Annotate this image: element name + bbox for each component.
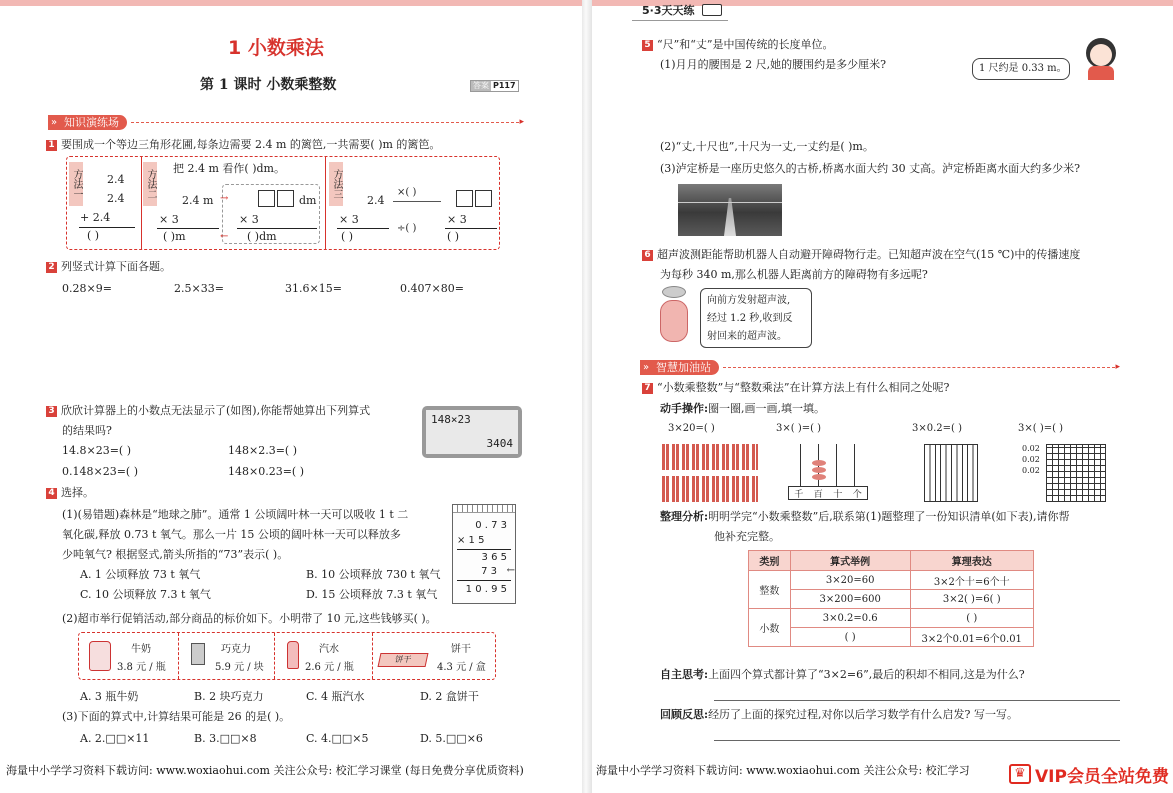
expr-blank[interactable]: 3×( )=( ): [1018, 423, 1064, 434]
top-decoration: [0, 0, 582, 6]
question-number: 6: [642, 250, 653, 261]
question-number: 2: [46, 262, 57, 273]
section-label: 知识演练场: [64, 115, 119, 129]
bubble-text: 经过 1.2 秒,收到反: [707, 313, 793, 324]
vertical-line: 1 0 . 9 5: [465, 584, 507, 595]
arrow-right-icon: ▸: [519, 117, 524, 127]
m2-digit-boxes[interactable]: [257, 190, 295, 207]
robot-speech-bubble: [700, 288, 812, 348]
bubble-text: 向前方发射超声波,: [707, 295, 791, 306]
question-number: 3: [46, 406, 57, 417]
product-name: 牛奶: [131, 644, 151, 655]
self-thinking-text: 上面四个算式都计算了“3×2=6”,最后的积却不相同,这是为什么?: [708, 668, 1025, 681]
abacus-label: 个: [852, 490, 862, 500]
q3-item[interactable]: 148×2.3=( ): [228, 444, 298, 457]
m2-answer-blank[interactable]: ( )dm: [247, 230, 277, 243]
q4-option[interactable]: B. 10 公顷释放 730 t 氧气: [306, 568, 441, 581]
expr-blank[interactable]: 3×0.2=( ): [912, 423, 963, 434]
table-cell: 3×200=600: [790, 590, 910, 609]
q4-option[interactable]: D. 15 公顷释放 7.3 t 氧气: [306, 588, 438, 601]
q2-item: 0.28×9=: [62, 282, 112, 295]
question-text: “小数乘整数”与“整数乘法”在计算方法上有什么相同之处呢?: [657, 381, 950, 394]
q5-part1: (1)月月的腰围是 2 尺,她的腰围约是多少厘米?: [660, 58, 886, 71]
analysis-label: 整理分析:: [660, 510, 709, 523]
product-chocolate: [179, 633, 275, 679]
question-text-cont: 为每秒 340 m,那么机器人距离前方的障碍物有多远呢?: [660, 268, 928, 281]
question-6: [642, 248, 1080, 262]
question-text: 要围成一个等边三角形花圃,每条边需要 2.4 m 的篱笆,一共需要( )m 的篱笆。: [61, 138, 441, 151]
vip-banner[interactable]: [1003, 755, 1173, 793]
question-number: 1: [46, 140, 57, 151]
calculator-top-display: 148×23: [431, 413, 471, 426]
arrow-left-icon: ←: [506, 565, 515, 576]
q5-part2: (2)“丈,十尺也”,十尺为一丈,一丈约是( )m。: [660, 140, 874, 153]
product-biscuit: [373, 633, 497, 679]
vertical-line: 0 . 7 3: [475, 520, 507, 531]
abacus-image: [788, 444, 870, 502]
q4-option[interactable]: B. 3.□□×8: [194, 732, 257, 745]
m2-line: 2.4 m: [182, 194, 214, 207]
double-arrow-icon: »: [51, 116, 58, 128]
answer-line[interactable]: [714, 740, 1120, 741]
table-cell: 3×2个十=6个十: [910, 571, 1034, 590]
q4-option[interactable]: A. 3 瓶牛奶: [80, 690, 139, 703]
answer-page-tag[interactable]: [470, 80, 519, 92]
biscuit-box-icon: 饼干: [378, 653, 429, 667]
table-cell-blank[interactable]: 3×2( )=6( ): [910, 590, 1034, 609]
review-label: 回顾反思:: [660, 708, 709, 721]
product-name: 汽水: [319, 644, 339, 655]
expr-blank[interactable]: 3×20=( ): [668, 423, 715, 434]
calculator-image: [422, 406, 522, 458]
table-cell-blank[interactable]: ( ): [910, 609, 1034, 628]
abacus-label: 十: [833, 490, 843, 500]
table-header: 类别: [749, 551, 791, 571]
analysis-text: 明明学完“小数乘整数”后,联系第(1)题整理了一份知识清单(如下表),请你帮: [708, 510, 1070, 523]
question-text: 欣欣计算器上的小数点无法显示了(如图),你能帮她算出下列算式: [61, 404, 371, 417]
table-header: 算式举例: [790, 551, 910, 571]
question-text: 列竖式计算下面各题。: [61, 260, 171, 273]
question-text: 选择。: [61, 486, 94, 499]
footer-watermark[interactable]: 海量中小学学习资料下载访问: www.woxiaohui.com 关注公众号: 校汇学习课堂 (每日免费分享优质资料): [6, 764, 524, 777]
q3-item[interactable]: 0.148×23=( ): [62, 465, 139, 478]
vertical-line: × 1 5: [457, 535, 485, 546]
m2-unit: dm: [299, 194, 317, 207]
table-category: 整数: [749, 571, 791, 609]
product-price: 2.6 元 / 瓶: [305, 662, 354, 673]
review-text: 经历了上面的探究过程,对你以后学习数学有什么启发? 写一写。: [708, 708, 1018, 721]
m1-answer-blank[interactable]: ( ): [87, 229, 100, 242]
question-2: [46, 260, 171, 274]
section-label: 智慧加油站: [656, 360, 711, 374]
m3-digit-boxes[interactable]: [455, 190, 493, 207]
notebook-spiral: [453, 505, 515, 513]
table-cell-blank[interactable]: ( ): [790, 628, 910, 647]
question-1: [46, 138, 440, 152]
product-price: 4.3 元 / 盒: [437, 662, 486, 673]
section-banner-wisdom: [640, 359, 1120, 375]
table-row: [749, 590, 1034, 609]
table-header: 算理表达: [910, 551, 1034, 571]
brand-header: 5·3天天练: [642, 4, 695, 17]
vip-crown-icon: ♛: [1009, 764, 1031, 784]
q4-option[interactable]: C. 10 公顷释放 7.3 t 氧气: [80, 588, 211, 601]
expr-blank[interactable]: 3×( )=( ): [776, 423, 822, 434]
vertical-line: 7 3: [481, 566, 497, 577]
q4-option[interactable]: B. 2 块巧克力: [194, 690, 264, 703]
answer-tag-label: 答案: [473, 81, 489, 90]
method-1-tag: 方法一: [69, 162, 83, 206]
question-text-cont: 的结果吗?: [62, 424, 112, 437]
table-category: 小数: [749, 609, 791, 647]
product-name: 饼干: [451, 644, 471, 655]
grid-label: 0.02: [1022, 455, 1040, 464]
section-banner-practice: [48, 114, 524, 130]
hands-on-text: 圈一圈,画一画,填一填。: [708, 402, 826, 415]
q3-item[interactable]: 148×0.23=( ): [228, 465, 305, 478]
product-price: 5.9 元 / 块: [215, 662, 264, 673]
abacus-label: 千: [794, 490, 804, 500]
method-2-tag: 方法二: [143, 162, 157, 206]
calculator-bottom-display: 3404: [486, 437, 513, 450]
table-row: [749, 571, 1034, 590]
right-page: [592, 0, 1173, 793]
milk-jar-icon: [89, 641, 111, 671]
m3-times-blank[interactable]: ×( ): [397, 187, 417, 198]
q4-part1-text: (1)(易错题)森林是“地球之肺”。通常 1 公顷阔叶林一天可以吸收 1 t 二: [62, 508, 409, 521]
m3-answer-blank[interactable]: ( ): [447, 230, 460, 243]
soda-bottle-icon: [287, 641, 299, 669]
chocolate-icon: [191, 643, 205, 665]
question-7: [642, 381, 949, 395]
question-number: 7: [642, 383, 653, 394]
table-cell: 3×20=60: [790, 571, 910, 590]
table-row: [749, 628, 1034, 647]
question-text: 超声波测距能帮助机器人自动避开障碍物行走。已知超声波在空气(15 ℃)中的传播速度: [657, 248, 1081, 261]
product-name: 巧克力: [221, 644, 251, 655]
q4-option[interactable]: D. 5.□□×6: [420, 732, 483, 745]
stick-bundles-image: [662, 444, 758, 502]
left-page: [0, 0, 582, 793]
vertical-calculation-note: [452, 504, 516, 604]
self-thinking-label: 自主思考:: [660, 668, 709, 681]
review-line: [660, 708, 1018, 722]
answer-line[interactable]: [714, 700, 1120, 701]
m2-line: × 3: [159, 213, 179, 226]
product-price: 3.8 元 / 瓶: [117, 662, 166, 673]
m3-answer-blank[interactable]: ( ): [341, 230, 354, 243]
q2-item: 31.6×15=: [285, 282, 342, 295]
footer-watermark[interactable]: 海量中小学学习资料下载访问: www.woxiaohui.com 关注公众号: 校汇学习: [596, 764, 970, 777]
lesson-title: 第 1 课时 小数乘整数: [200, 77, 337, 93]
product-milk: [79, 633, 179, 679]
methods-inner: [67, 156, 499, 249]
question-4: [46, 486, 94, 500]
q2-item: 2.5×33=: [174, 282, 224, 295]
hands-on-line: [660, 402, 825, 416]
chapter-title: 1 小数乘法: [228, 37, 324, 59]
abacus-label: 百: [813, 490, 823, 500]
products-box: [78, 632, 496, 680]
q4-part1-text: 少吨氧气? 根据竖式,箭头所指的“73”表示( )。: [62, 548, 289, 561]
analysis-text-cont: 他补充完整。: [714, 530, 780, 543]
question-number: 5: [642, 40, 653, 51]
q4-part2-text: (2)超市举行促销活动,部分商品的标价如下。小明带了 10 元,这些钱够买( )。: [62, 612, 437, 625]
q4-option[interactable]: A. 2.□□×11: [80, 732, 150, 745]
hands-on-label: 动手操作:: [660, 402, 709, 415]
page-gutter: [582, 0, 592, 793]
arrow-left-icon: ←: [220, 231, 229, 242]
m1-line: 2.4: [107, 192, 125, 205]
m2-line: × 3: [239, 213, 259, 226]
double-arrow-icon: »: [643, 361, 650, 373]
self-thinking-line: [660, 668, 1025, 682]
robot-icon: [658, 286, 692, 346]
hundredths-grid[interactable]: [1046, 444, 1106, 502]
q4-option[interactable]: A. 1 公顷释放 73 t 氧气: [80, 568, 201, 581]
m1-line: 2.4: [107, 173, 125, 186]
girl-character-icon: [1082, 36, 1120, 80]
q4-option[interactable]: C. 4.□□×5: [306, 732, 369, 745]
question-text: “尺”和“丈”是中国传统的长度单位。: [657, 38, 834, 51]
q4-option[interactable]: D. 2 盒饼干: [420, 690, 479, 703]
grid-label: 0.02: [1022, 466, 1040, 475]
q2-item: 0.407×80=: [400, 282, 464, 295]
m1-line: + 2.4: [80, 211, 111, 224]
arrow-right-icon: →: [220, 193, 229, 204]
bubble-text: 射回来的超声波。: [707, 331, 787, 342]
table-cell: 3×0.2=0.6: [790, 609, 910, 628]
table-row: [749, 609, 1034, 628]
method-3-tag: 方法三: [329, 162, 343, 206]
m2-hint: 把 2.4 m 看作( )dm。: [173, 162, 285, 175]
bubble-text: 1 尺约是 0.33 m。: [979, 63, 1067, 74]
vip-text: VIP会员全站免费: [1035, 766, 1169, 787]
grid-label: 0.02: [1022, 444, 1040, 453]
analysis-line: [660, 510, 1069, 524]
m3-line: × 3: [339, 213, 359, 226]
q4-part3-text: (3)下面的算式中,计算结果可能是 26 的是( )。: [62, 710, 291, 723]
answer-page-number: P117: [493, 81, 516, 90]
q3-item[interactable]: 14.8×23=( ): [62, 444, 132, 457]
m3-line: × 3: [447, 213, 467, 226]
question-number: 4: [46, 488, 57, 499]
m3-line: 2.4: [367, 194, 385, 207]
tenths-grid[interactable]: [924, 444, 978, 502]
speech-bubble: [972, 58, 1070, 80]
q4-option[interactable]: C. 4 瓶汽水: [306, 690, 365, 703]
book-icon: [702, 4, 722, 16]
q4-part1-text: 氧化碳,释放 0.73 t 氧气。那么一片 15 公顷的阔叶林一天可以释放多: [62, 528, 401, 541]
table-cell: 3×2个0.01=6个0.01: [910, 628, 1034, 647]
vertical-line: 3 6 5: [481, 552, 507, 563]
knowledge-table: [748, 550, 1034, 647]
arrow-right-icon: ▸: [1115, 362, 1120, 372]
bridge-photo: [678, 184, 782, 236]
product-soda: [275, 633, 373, 679]
m3-div-blank[interactable]: ÷( ): [397, 223, 417, 234]
m2-answer-blank[interactable]: ( )m: [163, 230, 186, 243]
question-5: [642, 38, 834, 52]
question-3: [46, 404, 370, 418]
q5-part3: (3)泸定桥是一座历史悠久的古桥,桥离水面大约 30 丈高。泸定桥距离水面大约多少米?: [660, 162, 1080, 175]
